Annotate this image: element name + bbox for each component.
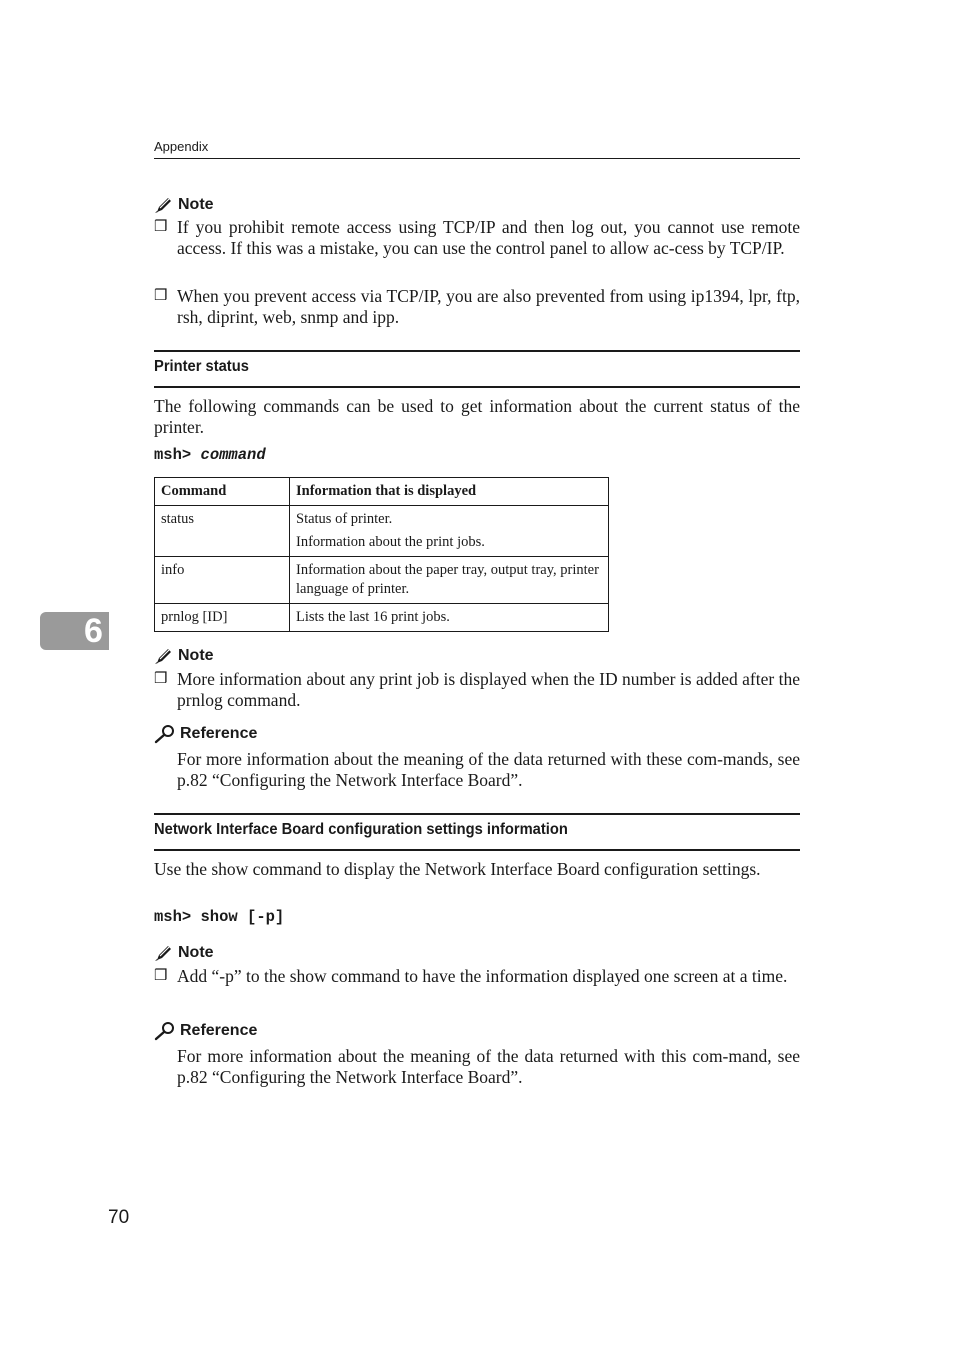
section-title-nib-settings: Network Interface Board configuration settings information bbox=[154, 821, 568, 838]
syntax-prefix: msh> bbox=[154, 446, 192, 464]
section-rule-top bbox=[154, 350, 800, 352]
table-cell-info: Lists the last 16 print jobs. bbox=[290, 604, 609, 632]
note-item bbox=[154, 669, 800, 711]
reference-heading-label: Reference bbox=[180, 725, 258, 742]
note-heading bbox=[154, 646, 214, 666]
checkbox-bullet-icon: ❒ bbox=[154, 968, 168, 984]
table-header-row bbox=[155, 478, 609, 506]
note-heading bbox=[154, 195, 214, 215]
note-heading-label: Note bbox=[178, 196, 214, 213]
note-item-text: When you prevent access via TCP/IP, you are also prevented from using ip1394, lpr, ftp, rsh, diprint, web, snmp and ipp. bbox=[177, 286, 800, 327]
note-item-text: If you prohibit remote access using TCP/IP and then log out, you cannot use remote access. If this was a mistake, you can use the control panel to allow ac-cess by TCP/IP. bbox=[177, 217, 800, 258]
info-line: Information about the print jobs. bbox=[296, 534, 485, 550]
note-item bbox=[154, 217, 800, 259]
magnifier-icon bbox=[154, 724, 176, 744]
table-cell-info: Information about the paper tray, output tray, printer language of printer. bbox=[290, 557, 609, 604]
magnifier-icon bbox=[154, 1021, 176, 1041]
table-row bbox=[155, 557, 609, 604]
nib-settings-intro: Use the show command to display the Network Interface Board configuration settings. bbox=[154, 859, 761, 879]
checkbox-bullet-icon: ❒ bbox=[154, 671, 168, 687]
table-cell-command: info bbox=[155, 557, 290, 604]
pencil-icon bbox=[154, 944, 174, 962]
section-title-printer-status: Printer status bbox=[154, 358, 249, 375]
chapter-number: 6 bbox=[84, 612, 103, 650]
section-rule-top bbox=[154, 813, 800, 815]
checkbox-bullet-icon: ❒ bbox=[154, 288, 168, 304]
printer-status-intro: The following commands can be used to get information about the current status of the printer. bbox=[154, 396, 800, 437]
syntax-arg: command bbox=[200, 446, 266, 464]
note-heading bbox=[154, 943, 214, 963]
reference-heading-label: Reference bbox=[180, 1022, 258, 1039]
reference-heading bbox=[154, 724, 257, 744]
chapter-tab bbox=[40, 612, 109, 650]
table-header-cell: Command bbox=[155, 478, 290, 506]
header-rule bbox=[154, 158, 800, 159]
pencil-icon bbox=[154, 647, 174, 665]
table-cell-info bbox=[290, 506, 609, 557]
table-header-cell: Information that is displayed bbox=[290, 478, 609, 506]
command-syntax bbox=[154, 446, 266, 464]
note-item-text: More information about any print job is displayed when the ID number is added after the prnlog command. bbox=[177, 669, 800, 710]
section-rule-bottom bbox=[154, 386, 800, 388]
note-heading-label: Note bbox=[178, 944, 214, 961]
command-syntax: msh> show [-p] bbox=[154, 908, 285, 926]
note-item bbox=[154, 966, 800, 987]
command-table bbox=[154, 477, 609, 632]
reference-text: For more information about the meaning of the data returned with this com-mand, see p.82 “Configuring the Network Interface Board”. bbox=[177, 1046, 800, 1087]
table-cell-command: status bbox=[155, 506, 290, 557]
table-cell-command: prnlog [ID] bbox=[155, 604, 290, 632]
note-heading-label: Note bbox=[178, 647, 214, 664]
table-row bbox=[155, 506, 609, 557]
running-header: Appendix bbox=[154, 139, 209, 154]
note-item bbox=[154, 286, 800, 328]
page-number: 70 bbox=[108, 1207, 130, 1228]
reference-heading bbox=[154, 1021, 257, 1041]
table-row bbox=[155, 604, 609, 632]
reference-text: For more information about the meaning of the data returned with these com-mands, see p.82 “Configuring the Network Interface Board”. bbox=[177, 749, 800, 790]
info-line: Status of printer. bbox=[296, 511, 393, 527]
checkbox-bullet-icon: ❒ bbox=[154, 219, 168, 235]
section-rule-bottom bbox=[154, 849, 800, 851]
pencil-icon bbox=[154, 196, 174, 214]
note-item-text: Add “-p” to the show command to have the information displayed one screen at a time. bbox=[177, 966, 788, 986]
